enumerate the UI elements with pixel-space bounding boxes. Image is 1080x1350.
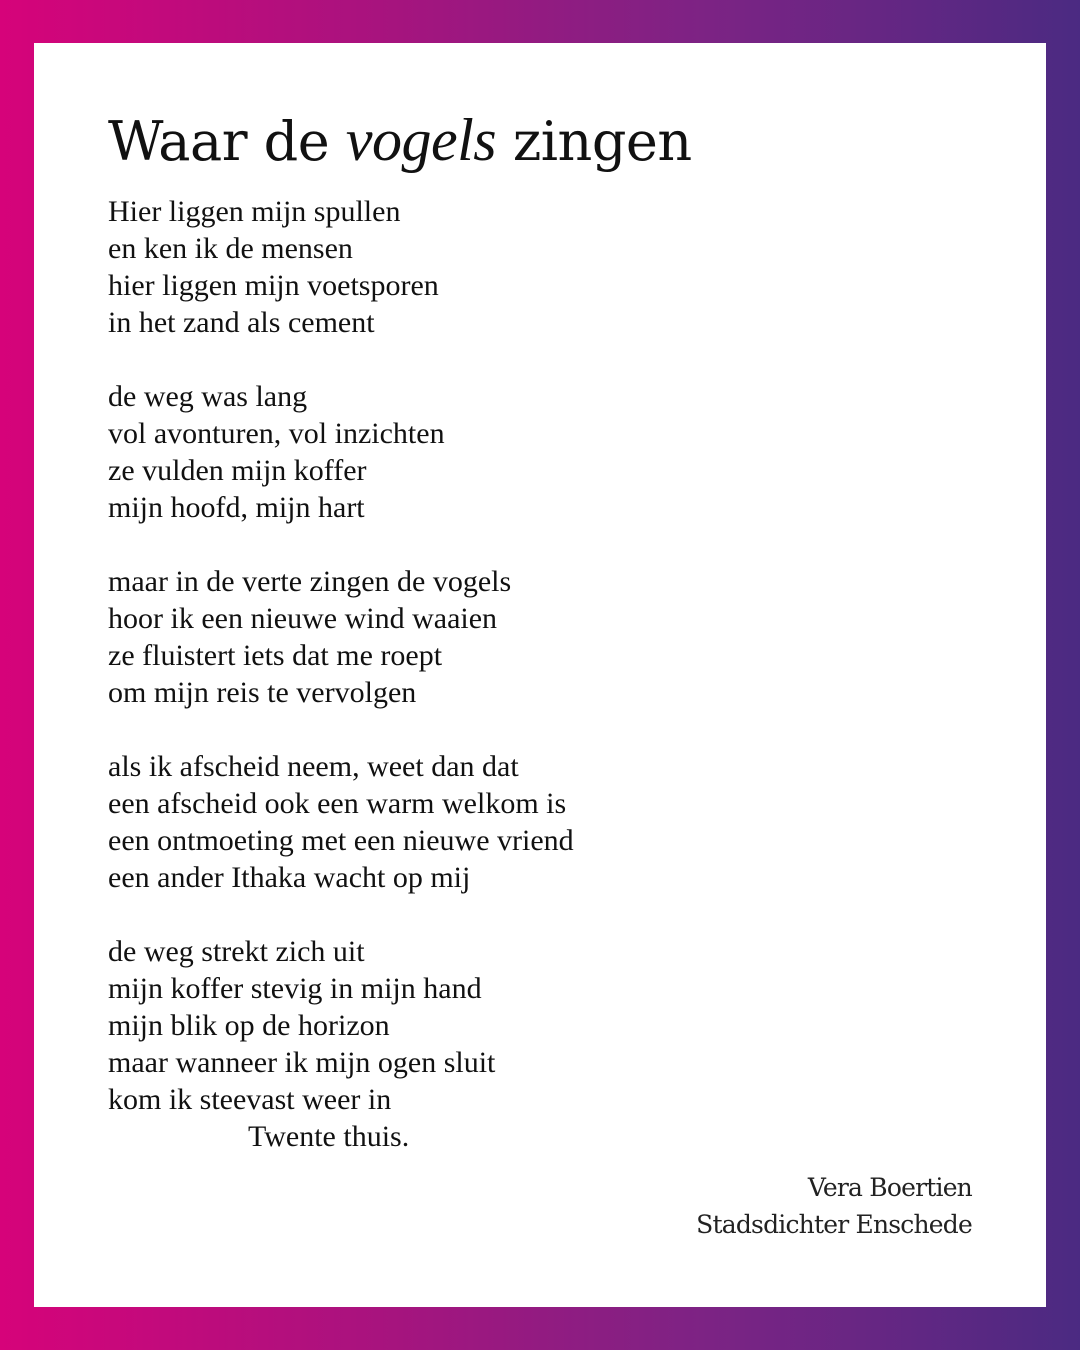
poem-line: een afscheid ook een warm welkom is [108,787,567,820]
stanza-2 [108,378,574,526]
title-part-1: Waar de [108,110,346,173]
poem-line: en ken ik de mensen [108,232,353,265]
poem-final-line: Twente thuis. [248,1120,410,1153]
title-emphasis: vogels [345,107,497,173]
poem-title [108,105,692,177]
poem-line: een ander Ithaka wacht op mij [108,861,471,894]
stanza-3 [108,563,574,711]
poem-line: maar in de verte zingen de vogels [108,565,512,598]
author-name: Vera Boertien [807,1173,972,1202]
poem-line: Hier liggen mijn spullen [108,195,401,228]
poem-line: hier liggen mijn voetsporen [108,269,439,302]
poem-line: de weg was lang [108,380,308,413]
poem-line: als ik afscheid neem, weet dan dat [108,750,519,783]
poem-line: hoor ik een nieuwe wind waaien [108,602,498,635]
author-role: Stadsdichter Enschede [696,1210,972,1239]
poem-line: ze fluistert iets dat me roept [108,639,443,672]
poem-line: om mijn reis te vervolgen [108,676,417,709]
poem-line: maar wanneer ik mijn ogen sluit [108,1046,496,1079]
poem-card [34,43,1046,1307]
poem-line: de weg strekt zich uit [108,935,365,968]
poem-line: een ontmoeting met een nieuwe vriend [108,824,574,857]
title-part-2: zingen [496,110,692,173]
poem-body [108,193,574,1155]
stanza-4 [108,748,574,896]
poem-line: kom ik steevast weer in [108,1083,392,1116]
stanza-5 [108,933,574,1155]
poem-line: mijn hoofd, mijn hart [108,491,365,524]
signature [696,1169,972,1243]
poem-line: in het zand als cement [108,306,375,339]
poem-line: vol avonturen, vol inzichten [108,417,445,450]
stanza-1 [108,193,574,341]
poem-line: mijn blik op de horizon [108,1009,390,1042]
poem-line: mijn koffer stevig in mijn hand [108,972,482,1005]
poem-line: ze vulden mijn koffer [108,454,367,487]
